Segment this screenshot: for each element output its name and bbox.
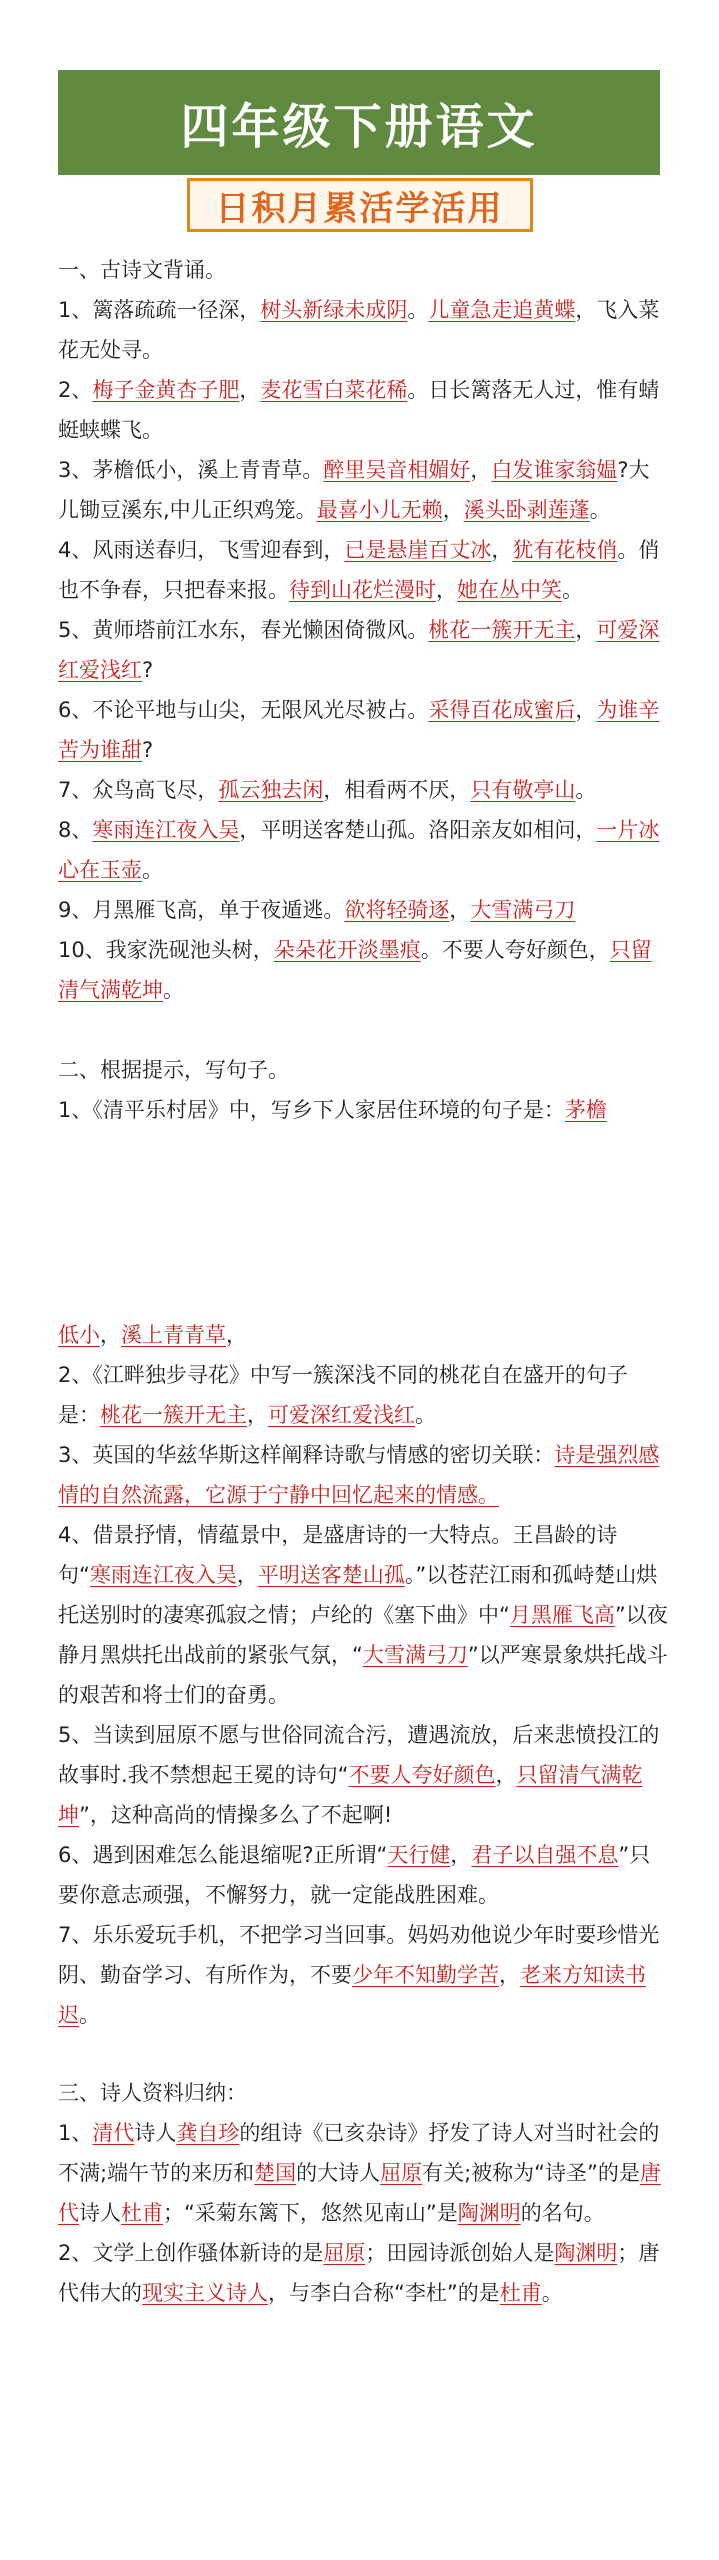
answer-text: 平明送客楚山孤 <box>257 1563 405 1587</box>
prompt-text: 9、月黑雁飞高，单于夜遁逃。 <box>58 898 345 922</box>
prompt-text: 1、篱落疏疏一径深， <box>58 298 261 322</box>
prompt-text: 3、英国的华兹华斯这样阐释诗歌与情感的密切关联： <box>58 1443 555 1467</box>
list-item <box>58 1915 668 2035</box>
prompt-text: 。 <box>415 1403 436 1427</box>
prompt-text: ；田园诗派创始人是 <box>365 2241 555 2265</box>
prompt-text: ， <box>236 1563 258 1587</box>
content-body <box>58 250 668 2313</box>
answer-text: 寒雨连江夜入吴 <box>92 818 240 842</box>
answer-text: 陶渊明 <box>554 2241 618 2265</box>
prompt-text: ， <box>575 618 597 642</box>
list-item <box>58 290 668 370</box>
list-item <box>58 1315 668 1355</box>
blank-space <box>58 1130 668 1315</box>
prompt-text: 。不要人夸好颜色， <box>420 938 610 962</box>
section-spacer <box>58 1010 668 1050</box>
answer-text: 茅檐 <box>564 1098 607 1122</box>
answer-text: 儿童急走追黄蝶 <box>428 298 576 322</box>
prompt-text: ， <box>449 898 471 922</box>
answer-text: 唐代 <box>58 2161 661 2225</box>
list-item <box>58 1435 668 1515</box>
answer-text: 可爱深红爱浅红 <box>58 618 660 682</box>
title-banner <box>58 70 660 175</box>
prompt-text: ， <box>436 578 457 602</box>
prompt-text: 。 <box>79 2003 100 2027</box>
answer-text: 梅子金黄杏子肥 <box>92 378 240 402</box>
prompt-text: ， <box>470 458 492 482</box>
prompt-text: 5、当读到屈原不愿与世俗同流合污，遭遇流放，后来悲愤投江的故事时.我不禁想起王冕的诗句“ <box>58 1723 660 1787</box>
answer-text: 杜甫 <box>121 2201 163 2225</box>
prompt-text: 7、众鸟高飞尽， <box>58 778 219 802</box>
prompt-text: ， <box>491 538 513 562</box>
prompt-text: 。 <box>541 2281 563 2305</box>
answer-text: 已是悬崖百丈冰 <box>344 538 492 562</box>
prompt-text: 。 <box>589 498 611 522</box>
prompt-text: 诗人 <box>134 2121 177 2145</box>
prompt-text: 7、乐乐爱玩手机，不把学习当回事。妈妈劝他说少年时要珍惜光阴、勤奋学习、有所作为，不要 <box>58 1923 660 1987</box>
prompt-text: 8、 <box>58 818 93 842</box>
list-item <box>58 610 668 690</box>
page-title: 四年级下册语文 <box>180 99 538 155</box>
answer-text: 月黑雁飞高 <box>509 1603 615 1627</box>
prompt-text: ， <box>450 1843 472 1867</box>
answer-text: 溪头卧剥莲蓬 <box>463 498 590 522</box>
answer-text: 欲将轻骑逐 <box>344 898 450 922</box>
list-item <box>58 1090 668 1130</box>
list-item <box>58 1355 668 1435</box>
prompt-text: 。 <box>407 298 429 322</box>
answer-text: 只有敬亭山 <box>470 778 576 802</box>
prompt-text: ”，这种高尚的情操多么了不起啊! <box>79 1803 393 1827</box>
answer-text: 老来方知读书迟 <box>58 1963 646 2027</box>
subtitle-box <box>187 178 533 232</box>
prompt-text: 1、 <box>58 2121 93 2145</box>
prompt-text: ”以严寒景象烘托战斗的艰苦和将士们的奋勇。 <box>58 1643 668 1707</box>
answer-text: 只留清气满乾坤 <box>58 1763 643 1827</box>
section-title: 二、根据提示，写句子。 <box>58 1058 289 1082</box>
answer-text: 龚自珍 <box>176 2121 240 2145</box>
prompt-text: 。 <box>562 578 583 602</box>
prompt-text: 有关;被称为“诗圣”的是 <box>422 2161 640 2185</box>
list-item <box>58 530 668 610</box>
answer-text: 君子以自强不息 <box>471 1843 619 1867</box>
prompt-text: 。 <box>575 778 597 802</box>
prompt-text: 。日长篱落无人过，惟有蜻蜓蛱蝶飞。 <box>58 378 660 442</box>
answer-text: 寒雨连江夜入吴 <box>89 1563 237 1587</box>
answer-text: 桃花一簇开无主 <box>100 1403 247 1427</box>
prompt-text: 2、《江畔独步寻花》中写一簇深浅不同的桃花自在盛开的句子是： <box>58 1363 628 1427</box>
prompt-text: 的组诗《已亥杂诗》抒发了诗人对当时社会的不满;端午节的来历和 <box>58 2121 660 2185</box>
prompt-text: 2、 <box>58 378 93 402</box>
answer-text: 可爱深红爱浅红 <box>268 1403 415 1427</box>
prompt-text: ，与李白合称“李杜”的是 <box>268 2281 500 2305</box>
answer-text: 她在丛中笑 <box>457 578 562 602</box>
answer-text: 白发谁家翁媪 <box>491 458 618 482</box>
prompt-text: 的大诗人 <box>296 2161 381 2185</box>
prompt-text: 1、《清平乐村居》中，写乡下人家居住环境的句子是： <box>58 1098 565 1122</box>
prompt-text: 。俏也不争春，只把春来报。 <box>58 538 660 602</box>
list-item <box>58 770 668 810</box>
list-item <box>58 450 668 530</box>
prompt-text: ? <box>142 738 154 762</box>
answer-text: 犹有花枝俏 <box>512 538 618 562</box>
prompt-text: ， <box>100 1323 121 1347</box>
prompt-text: ”只要你意志顽强，不懈努力，就一定能战胜困难。 <box>58 1843 651 1907</box>
list-item <box>58 890 668 930</box>
answer-text: 屈原 <box>323 2241 366 2265</box>
answer-text: 树头新绿未成阴 <box>260 298 408 322</box>
list-item <box>58 930 668 1010</box>
list-item <box>58 690 668 770</box>
prompt-text: ， <box>239 378 261 402</box>
answer-text: 诗是强烈感情的自然流露，它源于宁静中回忆起来的情感。 <box>58 1443 660 1507</box>
prompt-text: 诗人 <box>79 2201 121 2225</box>
answer-text: 楚国 <box>254 2161 297 2185</box>
answer-text: 只留清气满乾坤 <box>58 938 652 1002</box>
prompt-text: 2、文学上创作骚体新诗的是 <box>58 2241 324 2265</box>
prompt-text: 的名句。 <box>520 2201 605 2225</box>
prompt-text: ，平明送客楚山孤。洛阳亲友如相问， <box>239 818 597 842</box>
answer-text: 大雪满弓刀 <box>470 898 576 922</box>
answer-text: 少年不知勤学苦 <box>352 1963 499 1987</box>
prompt-text: ， <box>499 1963 520 1987</box>
answer-text: 屈原 <box>380 2161 423 2185</box>
section-spacer <box>58 2035 668 2073</box>
list-item <box>58 370 668 450</box>
section-title: 三、诗人资料归纳： <box>58 2081 247 2105</box>
prompt-text: 5、黄师塔前江水东，春光懒困倚微风。 <box>58 618 429 642</box>
prompt-text: ”以夜静月黑烘托出战前的紧张气氛，“ <box>58 1603 668 1667</box>
answer-text: 低小 <box>58 1323 100 1347</box>
prompt-text: ? <box>142 658 154 682</box>
answer-text: 杜甫 <box>499 2281 542 2305</box>
answer-text: 桃花一簇开无主 <box>428 618 576 642</box>
list-item <box>58 1515 668 1715</box>
subtitle-wrap <box>0 178 719 236</box>
prompt-text: 。 <box>163 978 184 1002</box>
answer-text: 孤云独去闲 <box>218 778 324 802</box>
prompt-text: 10、我家洗砚池头树， <box>58 938 274 962</box>
answer-text: 陶渊明 <box>457 2201 521 2225</box>
prompt-text: ， <box>575 698 597 722</box>
prompt-text: 。 <box>142 858 163 882</box>
answer-text: 清代 <box>92 2121 135 2145</box>
answer-text: 麦花雪白菜花稀 <box>260 378 408 402</box>
prompt-text: ?大儿锄豆溪东,中儿正织鸡笼。 <box>58 458 650 522</box>
answer-text: 采得百花成蜜后 <box>428 698 576 722</box>
prompt-text: ，飞入菜花无处寻。 <box>58 298 660 362</box>
answer-text: 最喜小儿无赖 <box>316 498 443 522</box>
prompt-text: ；“采菊东篱下，悠然见南山”是 <box>163 2201 458 2225</box>
prompt-text: ， <box>495 1763 517 1787</box>
answer-text: 待到山花烂漫时 <box>289 578 436 602</box>
prompt-text: 3、茅檐低小，溪上青青草。 <box>58 458 324 482</box>
list-item <box>58 810 668 890</box>
prompt-text: 6、遇到困难怎么能退缩呢?正所谓“ <box>58 1843 388 1867</box>
prompt-text: ， <box>247 1403 268 1427</box>
prompt-text: 4、风雨送春归，飞雪迎春到， <box>58 538 345 562</box>
prompt-text: 6、不论平地与山尖，无限风光尽被占。 <box>58 698 429 722</box>
answer-text: 朵朵花开淡墨痕 <box>273 938 421 962</box>
list-item <box>58 2113 668 2233</box>
answer-text: 不要人夸好颜色 <box>348 1763 496 1787</box>
prompt-text: ， <box>226 1323 247 1347</box>
answer-text: 现实主义诗人 <box>142 2281 268 2305</box>
list-item <box>58 1715 668 1835</box>
answer-text: 溪上青青草 <box>121 1323 226 1347</box>
page-subtitle: 日积月累活学活用 <box>215 188 504 229</box>
list-item <box>58 2233 668 2313</box>
prompt-text: ；唐代伟大的 <box>58 2241 660 2305</box>
answer-text: 大雪满弓刀 <box>362 1643 468 1667</box>
answer-text: 为谁辛苦为谁甜 <box>58 698 660 762</box>
list-item <box>58 1835 668 1915</box>
prompt-text: 。”以苍茫江雨和孤峙楚山烘托送别时的凄寒孤寂之情；卢纶的《塞下曲》中“ <box>58 1563 658 1627</box>
section-title: 一、古诗文背诵。 <box>58 258 226 282</box>
answer-text: 一片冰心在玉壶 <box>58 818 660 882</box>
prompt-text: ， <box>442 498 464 522</box>
answer-text: 醉里吴音相媚好 <box>323 458 471 482</box>
answer-text: 天行健 <box>387 1843 451 1867</box>
prompt-text: ，相看两不厌， <box>323 778 471 802</box>
prompt-text: 4、借景抒情，情蕴景中，是盛唐诗的一大特点。王昌龄的诗句“ <box>58 1523 618 1587</box>
